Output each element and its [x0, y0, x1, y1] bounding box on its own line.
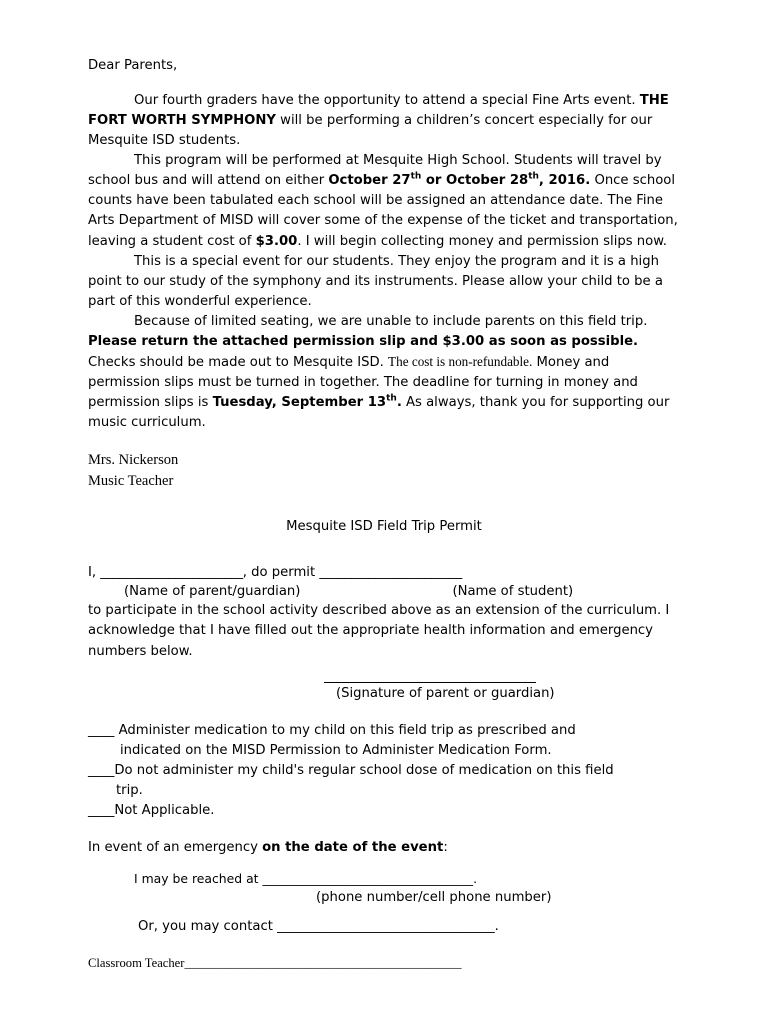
p2-bold-mid: or October 28: [421, 173, 529, 189]
p5-text-a: Checks should be made out to Mesquite ISD.: [88, 354, 389, 370]
medication-option-2[interactable]: [88, 761, 680, 781]
med-blank-3[interactable]: ____: [88, 802, 115, 818]
permit-name-line: [88, 563, 680, 583]
signature-area: [88, 682, 680, 701]
alternate-contact-line: [138, 919, 680, 934]
acknowledgement-text: to participate in the school activity described above as an extension of the curriculum. I acknowledge that I have filled out the appropriate health information and emergency numbers below.: [88, 603, 670, 659]
permit-title: Mesquite ISD Field Trip Permit: [286, 519, 482, 535]
p2-bold-date1: October 27: [328, 173, 411, 189]
p2-bold-cost: $3.00: [255, 233, 298, 249]
p5-text-c: As always, thank you for supporting our music curriculum.: [88, 395, 670, 431]
medication-option-3[interactable]: [88, 801, 680, 821]
classroom-teacher-blank[interactable]: ____________________________________________: [184, 955, 462, 970]
p5-bold-period: .: [396, 395, 402, 410]
medication-option-1-cont: indicated on the MISD Permission to Administer Medication Form.: [120, 742, 552, 758]
classroom-teacher-label: Classroom Teacher: [88, 955, 185, 970]
paragraph-1: [88, 91, 680, 151]
paragraph-2: [88, 151, 680, 251]
alternate-contact-blank[interactable]: _________________________________.: [277, 918, 499, 934]
emergency-post: :: [443, 839, 448, 855]
p5-serif-nonrefundable: The cost is non-refundable.: [388, 353, 533, 369]
permit-line-mid: , do permit: [242, 565, 320, 581]
med-label-1: Administer medication to my child on this field trip as prescribed and: [114, 722, 576, 738]
p2-text-a: This program will be performed at Mesquite High School. Students will travel by school bus and will attend on either: [88, 153, 662, 189]
emergency-bold: on the date of the event: [262, 839, 444, 855]
p5-sup: th: [386, 393, 397, 404]
classroom-teacher-line: [88, 956, 680, 971]
letter-body: [88, 56, 680, 971]
p2-bold-year: , 2016.: [538, 173, 591, 189]
salutation: Dear Parents,: [88, 58, 178, 73]
student-name-blank[interactable]: _______________________: [319, 565, 462, 581]
med-blank-1[interactable]: ____: [88, 722, 115, 738]
parent-name-label: (Name of parent/guardian): [124, 584, 301, 600]
p4-bold-return: Please return the attached permission slip and $3.00 as soon as possible.: [88, 333, 639, 349]
phone-number-label: (phone number/cell phone number): [316, 889, 552, 905]
permit-form: [88, 563, 680, 971]
paragraph-4: [88, 312, 680, 352]
med-label-2: Do not administer my child's regular school dose of medication on this field: [114, 762, 614, 778]
emergency-pre: In event of an emergency: [88, 839, 263, 855]
signature-label: (Signature of parent or guardian): [336, 685, 555, 701]
medication-option-2-cont: trip.: [116, 782, 143, 798]
sender-name: Mrs. Nickerson: [88, 452, 179, 469]
p2-text-b: Once school counts have been tabulated each school will be assigned an attendance date. The Fine Arts Department of MISD will cover some of the expense of the ticket and transportation, leaving a student cost of: [88, 173, 678, 249]
paragraph-5: [88, 352, 680, 433]
p2-sup2: th: [528, 171, 539, 182]
med-blank-2[interactable]: ____: [88, 762, 115, 778]
p5-bold-deadline: Tuesday, September 13: [212, 395, 387, 410]
signature-block: [88, 450, 680, 491]
sender-title: Music Teacher: [88, 472, 174, 489]
reached-at-blank[interactable]: __________________________________.: [262, 870, 478, 886]
paragraph-3: This is a special event for our students. They enjoy the program and it is a high point to our study of the symphony and its instruments. Please allow your child to be a part of this wonderful experience.: [88, 253, 663, 309]
parent-name-blank[interactable]: _______________________: [100, 565, 243, 581]
reached-at-line: [134, 871, 680, 886]
p2-text-c: . I will begin collecting money and permission slips now.: [297, 233, 667, 249]
p5-text-b: Money and permission slips must be turned in together. The deadline for turning in money and permission slips is: [88, 354, 638, 410]
emergency-heading: [88, 840, 680, 855]
p1-text-b: will be performing a children’s concert especially for our Mesquite ISD students.: [88, 113, 653, 149]
signature-rule[interactable]: [324, 682, 536, 683]
med-label-3: Not Applicable.: [114, 802, 215, 818]
p1-text-a: Our fourth graders have the opportunity to attend a special Fine Arts event.: [134, 93, 640, 109]
medication-option-1[interactable]: [88, 721, 680, 741]
alternate-contact-label: Or, you may contact: [138, 918, 278, 934]
student-name-label: (Name of student): [452, 584, 574, 600]
p2-sup1: th: [410, 171, 422, 182]
p4-text-a: Because of limited seating, we are unable to include parents on this field trip.: [134, 313, 648, 329]
medication-options: [88, 721, 680, 821]
permit-line-pre: I,: [88, 565, 101, 581]
reached-at-label: I may be reached at: [134, 870, 263, 886]
p1-bold-symphony: THE FORT WORTH SYMPHONY: [88, 93, 669, 129]
permit-name-labels: [88, 584, 680, 599]
